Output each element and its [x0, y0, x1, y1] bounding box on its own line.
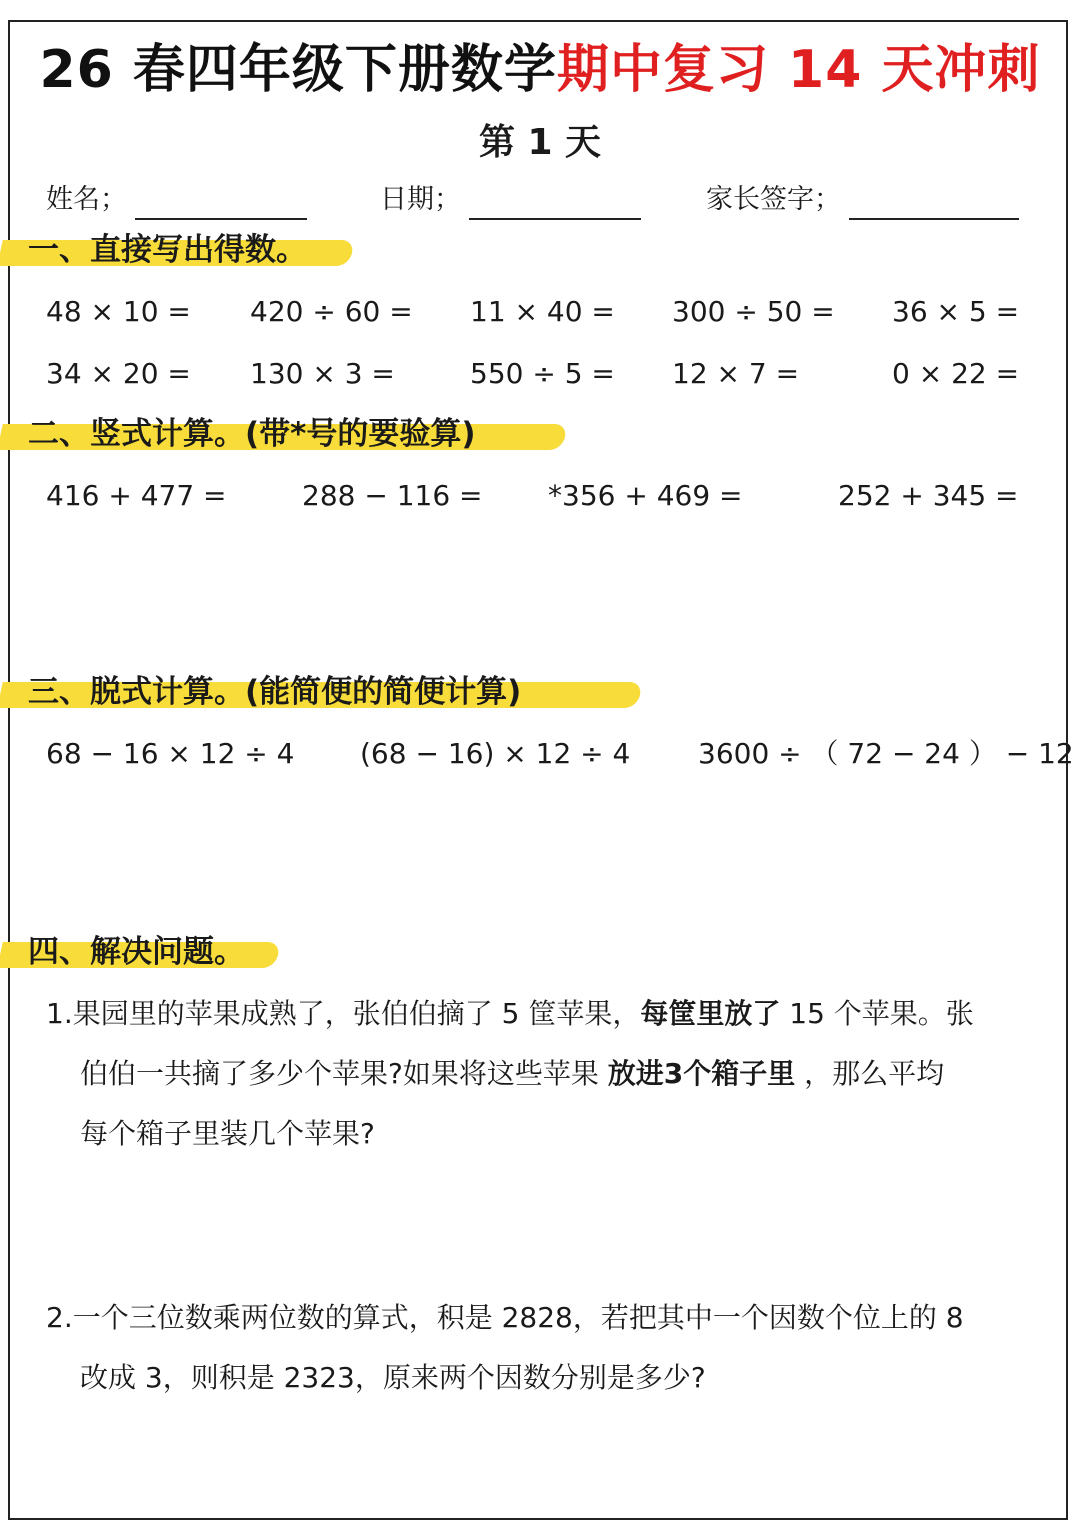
oral-expr: 420 ÷ 60 = — [250, 295, 413, 328]
problem-1-line-2 — [46, 1044, 974, 1104]
name-label: 姓名； — [46, 184, 127, 215]
problem-text: 伯伯一共摘了多少个苹果?如果将这些苹果 — [80, 1057, 608, 1090]
vertical-expr: 288 − 116 = — [302, 479, 483, 512]
problem-text: ，那么平均 — [795, 1057, 945, 1090]
section-title: 三、脱式计算。(能简便的简便计算) — [28, 674, 522, 710]
oral-expr: 550 ÷ 5 = — [470, 357, 615, 390]
problem-text-bold: 每筐里放了 — [640, 997, 781, 1030]
problem-2-line-2: 改成 3，则积是 2323，原来两个因数分别是多少? — [80, 1361, 706, 1394]
oral-expr: 300 ÷ 50 = — [672, 295, 835, 328]
problem-2 — [46, 1288, 964, 1408]
section-title: 一、直接写出得数。 — [28, 232, 307, 268]
oral-expr: 36 × 5 = — [892, 295, 1020, 328]
parent-signature-field[interactable] — [706, 180, 1019, 220]
problem-text: 15 个苹果。张 — [780, 997, 974, 1030]
date-blank[interactable] — [469, 188, 641, 220]
section-title: 四、解决问题。 — [28, 934, 245, 970]
vertical-expr: *356 + 469 = — [548, 479, 743, 512]
parent-signature-blank[interactable] — [849, 188, 1019, 220]
day-label: 第 1 天 — [478, 122, 602, 163]
oral-expr: 130 × 3 = — [250, 357, 395, 390]
stepwise-expr: (68 − 16) × 12 ÷ 4 — [360, 737, 631, 770]
stepwise-expr: 3600 ÷ （ 72 − 24 ） − 12 — [698, 737, 1074, 770]
page-title — [0, 38, 1080, 102]
section-title: 二、竖式计算。(带*号的要验算) — [28, 416, 476, 452]
title-review: 期中复习 14 天冲刺 — [556, 40, 1041, 100]
oral-expr: 11 × 40 = — [470, 295, 615, 328]
problem-text: 1.果园里的苹果成熟了，张伯伯摘了 5 筐苹果， — [46, 997, 641, 1030]
vertical-expr: 252 + 345 = — [838, 479, 1019, 512]
oral-expr: 0 × 22 = — [892, 357, 1020, 390]
problem-1-line-3: 每个箱子里装几个苹果? — [80, 1117, 375, 1150]
date-field[interactable] — [380, 180, 641, 220]
problem-text-bold: 放进3个箱子里 — [607, 1057, 796, 1090]
vertical-expr: 416 + 477 = — [46, 479, 227, 512]
title-grade: 26 春四年级下册数学 — [39, 40, 557, 100]
oral-expr: 48 × 10 = — [46, 295, 191, 328]
stepwise-expr: 68 − 16 × 12 ÷ 4 — [46, 737, 295, 770]
parent-signature-label: 家长签字； — [706, 184, 841, 215]
problem-1 — [46, 984, 974, 1164]
oral-expr: 12 × 7 = — [672, 357, 800, 390]
name-field[interactable] — [46, 180, 307, 220]
problem-2-line-1: 2.一个三位数乘两位数的算式，积是 2828，若把其中一个因数个位上的 8 — [46, 1301, 964, 1334]
oral-expr: 34 × 20 = — [46, 357, 191, 390]
problem-1-line-1 — [46, 984, 974, 1044]
name-blank[interactable] — [135, 188, 307, 220]
date-label: 日期； — [380, 184, 461, 215]
